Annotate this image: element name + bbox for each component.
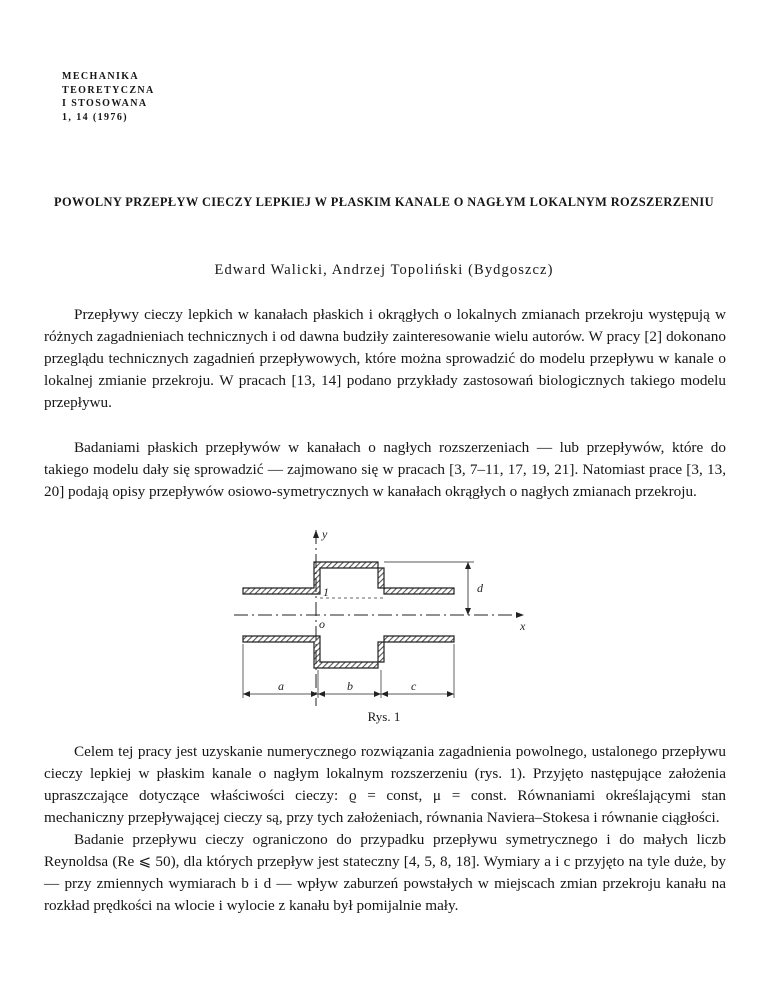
label-y: y [322, 527, 328, 541]
channel-bottom-wall [243, 636, 454, 668]
journal-name-line1: MECHANIKA [62, 71, 140, 82]
label-one: 1 [323, 585, 329, 599]
paragraph-aim: Celem tej pracy jest uzyskanie numerycznego rozwiązania zagadnienia powolnego, ustalonego przepływu cieczy lepkiej w płaskim kanale o nagłym lokalnym rozszerzeniu (rys. 1). Przyjęto następujące założenia upraszczające dotyczące właściwości cieczy: ϱ = const, μ = const. Równaniami określającymi stan mechaniczny przepływającej cieczy są, przy tych założeniach, równania Naviera–Stokesa i równanie ciągłości. [44, 743, 726, 826]
journal-name-line2: TEORETYCZNA [62, 84, 155, 96]
paragraph-assumptions: Badanie przepływu cieczy ograniczono do przypadku przepływu symetrycznego i do małych liczb Reynoldsa (Re ⩽ 50), dla których przepływ jest stateczny [4, 5, 8, 18]. Wymiary a i c przyjęto na tyle duże, by — przy zmiennych wymiarach b i d — wpływ zaburzeń powstałych w miejscach zmian przekroju kanału na rozkład prędkości na wlocie i wylocie z kanału był pomijalnie mały. [44, 831, 726, 914]
journal-volume: 1, 14 (1976) [62, 111, 128, 123]
paper-title: POWOLNY PRZEPŁYW CIECZY LEPKIEJ W PŁASKIM KANALE O NAGŁYM LOKALNYM ROZSZERZENIU [54, 195, 714, 209]
label-x: x [520, 619, 526, 633]
label-d: d [477, 581, 483, 595]
label-a: a [278, 679, 284, 693]
journal-header [62, 70, 155, 124]
paragraph-prior-work: Badaniami płaskich przepływów w kanałach o nagłych rozszerzeniach — lub przepływów, które do takiego modelu dały się sprowadzić — zajmowano się w pracach [3, 7–11, 17, 19, 21]. Natomiast prace [3, 13, 20] podają opisy przepływów osiowo-symetrycznych w kanałach okrągłych o nagłych zmianach przekroju. [44, 439, 726, 500]
channel-figure [226, 526, 546, 732]
label-o: o [319, 617, 325, 631]
channel-top-wall [243, 562, 454, 594]
label-c: c [411, 679, 417, 693]
paragraph-intro: Przepływy cieczy lepkich w kanałach płaskich i okrągłych o lokalnych zmianach przekroju występują w różnych zagadnieniach technicznych i od dawna budziły zainteresowanie wielu autorów. W pracy [2] dokonano przeglądu technicznych zagadnień przepływowych, które można sprowadzić do modelu przepływu w kanale o lokalnej zmianie przekroju. W pracach [13, 14] podano przykłady zastosowań biologicznych takiego modelu przepływu. [44, 306, 726, 411]
label-b: b [347, 679, 353, 693]
figure-caption: Rys. 1 [367, 709, 401, 724]
journal-name-line3: I STOSOWANA [62, 98, 148, 109]
paper-authors: Edward Walicki, Andrzej Topoliński (Bydgoszcz) [214, 262, 554, 278]
